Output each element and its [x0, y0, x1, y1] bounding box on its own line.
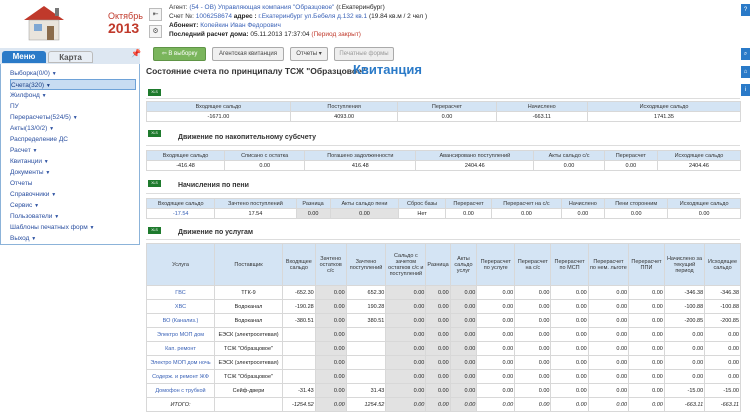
- cell-value: 0.00: [515, 384, 551, 398]
- service-name[interactable]: ХВС: [147, 300, 215, 314]
- cell-value: 0.00: [426, 384, 450, 398]
- cell-value: 190.28: [346, 300, 386, 314]
- cell-value: [346, 356, 386, 370]
- search-icon[interactable]: ⌕: [741, 48, 750, 60]
- cell-value: -652.30: [283, 286, 316, 300]
- tab-map[interactable]: Карта: [48, 51, 93, 63]
- cell-value: [283, 356, 316, 370]
- cell-value: 0.00: [551, 356, 588, 370]
- cell-value: 0.00: [629, 342, 665, 356]
- menu-item-references[interactable]: Справочники ▼: [10, 191, 57, 198]
- cell-value: 0.00: [426, 314, 450, 328]
- menu-item-distribution[interactable]: Распределение ДС: [10, 136, 68, 143]
- cell-value: 0.00: [315, 370, 346, 384]
- table-row: [147, 300, 741, 314]
- menu-item-acts[interactable]: Акты(13/0/2) ▼: [10, 125, 55, 132]
- account-info: Агент: (54 - ОВ) Управляющая компания "Образцовое" (г.Екатеринбург) Счет №: 1006258674 адрес : г.Екатеринбург ул.Бебеля д.132 кв.1 (19.84 кв.м / 2 чел ) Абонент: Копейкин Иван Федорович Последний расчет дома: 05.11.2013 17:37:04 (Период закрыт): [169, 4, 428, 38]
- cell-value: 0.00: [588, 356, 628, 370]
- menu-item-selection[interactable]: Выборка(0/0) ▼: [10, 70, 57, 77]
- cell-value: 0.00: [629, 398, 665, 412]
- cell-value: [346, 370, 386, 384]
- cell-value: -346.38: [664, 286, 704, 300]
- cell-value: 0.00: [315, 356, 346, 370]
- cell-value: 0.00: [588, 370, 628, 384]
- cell-value: 0.00: [551, 328, 588, 342]
- cell-value: 0.00: [629, 384, 665, 398]
- divider: [146, 145, 740, 146]
- cell-value: 0.00: [515, 342, 551, 356]
- savings-table: Входящее сальдо Списано с остатка Погашено задолженности Авансировано поступлений Акты сальдо с/с Перерасчет Исходящее сальдо -416.48 0.00 416.48 2404.46 0.00 0.00 2404.46: [146, 150, 741, 171]
- cell-value: 0.00: [551, 314, 588, 328]
- cell-value: -15.00: [705, 384, 741, 398]
- cell-value: 0.00: [629, 356, 665, 370]
- cell-value: 0.00: [515, 398, 551, 412]
- service-name[interactable]: Кап. ремонт: [147, 342, 215, 356]
- cell-value: 0.00: [450, 356, 477, 370]
- help-icon[interactable]: ?: [741, 4, 750, 16]
- cell-value: [346, 328, 386, 342]
- menu-item-templates[interactable]: Шаблоны печатных форм ▼: [10, 224, 95, 231]
- xls-export-icon[interactable]: XLS: [148, 89, 161, 96]
- menu-item-meters[interactable]: ПУ: [10, 103, 19, 110]
- print-forms-button[interactable]: Печатные формы: [334, 47, 394, 61]
- cell-value: 0.00: [450, 342, 477, 356]
- divider: [146, 239, 740, 240]
- cell-value: 0.00: [551, 398, 588, 412]
- cell-value: 0.00: [426, 300, 450, 314]
- table-row: [147, 328, 741, 342]
- cell-value: -663.11: [664, 398, 704, 412]
- cell-value: 380.51: [346, 314, 386, 328]
- cell-value: 0.00: [588, 342, 628, 356]
- cell-value: 0.00: [450, 300, 477, 314]
- cell-value: 0.00: [515, 300, 551, 314]
- cell-value: -31.43: [283, 384, 316, 398]
- tab-menu[interactable]: Меню: [2, 51, 46, 63]
- services-table: Услуга Поставщик Входящее сальдо Зачтено остатков с/с Зачтено поступлений Сальдо с зачетом остатков с/с и поступлений Разница Акты сальдо услуг Перерасчет по услуге Перерасчет на с/с Перерасчет по МСП Перерасчет по нем. льготе Перерасчет ППИ Начислено за текущий период Исходящее сальдо ГВС ТГК-9 -652.30 0.00 652.30 0.00 0.00 0.00 0.00 0.00 0.00 0.00 0.00 -346.38 -346.38 ХВС Водоканал -190.28 0.00 190.28 0.00 0.00 0.00 0.00 0.00 0.00 0.00 0.00 -100.88 -100.88 ВО (Канализ.) Водоканал -380.51 0.00 380.51 0.00 0.00 0.00 0.00 0.00 0.00 0.00 0.00 -200.85 -200.85 Электро МОП дом ЕЭСК (электросетевая) 0.00 0.00 0.00 0.00 0.00 0.00 0.00 0.00 0.00 0.00 0.00 Кап. ремонт ТСЖ "Образцовое" 0.00 0.00 0.00 0.00 0.00 0.00 0.00 0.00 0.00 0.00 0.00 Электро МОП дом ночь ЕЭСК (электросетевая) 0.00 0.00 0.00 0.00 0.00 0.00 0.00 0.00 0.00 0.00 0.00 Содерж. и ремонт ЖФ ТСЖ "Образцовое" 0.00 0.00 0.00 0.00 0.00 0.00 0.00 0.00 0.00 0.00 0.00 Домофон с трубкой Сейф-двери -31.43 0.00 31.43 0.00 0.00 0.00 0.00 0.00 0.00 0.00 0.00 -15.00 -15.00 ИТОГО: -1254.52 0.00 1254.52 0.00 0.00 0.00 0.00 0.00 0.00 0.00 0.00 -663.11 -663.11: [146, 243, 741, 412]
- cell-value: 0.00: [588, 286, 628, 300]
- supplier-name: [215, 398, 283, 412]
- cell-value: 0.00: [477, 328, 515, 342]
- cell-value: 0.00: [664, 342, 704, 356]
- supplier-name: ТГК-9: [215, 286, 283, 300]
- service-name[interactable]: ВО (Канализ.): [147, 314, 215, 328]
- cell-value: [283, 370, 316, 384]
- cell-value: 0.00: [426, 398, 450, 412]
- cell-value: 0.00: [477, 314, 515, 328]
- cell-value: [283, 342, 316, 356]
- menu-item-documents[interactable]: Документы ▼: [10, 169, 51, 176]
- cell-value: 0.00: [315, 398, 346, 412]
- table-row: [147, 370, 741, 384]
- cell-value: 0.00: [551, 370, 588, 384]
- cell-value: 0.00: [315, 314, 346, 328]
- cell-value: 0.00: [477, 286, 515, 300]
- page-title: Состояние счета по принципалу ТСЖ "Образцовое".: [146, 66, 369, 76]
- cell-value: 0.00: [450, 286, 477, 300]
- service-name[interactable]: ГВС: [147, 286, 215, 300]
- cell-value: 0.00: [515, 314, 551, 328]
- supplier-name: ТСЖ "Образцовое": [215, 370, 283, 384]
- cell-value: 1254.52: [346, 398, 386, 412]
- current-month: Октябрь: [108, 11, 143, 21]
- pin-icon[interactable]: 📌: [131, 49, 141, 58]
- cell-value: -380.51: [283, 314, 316, 328]
- cell-value: -190.28: [283, 300, 316, 314]
- reports-button[interactable]: Отчеты ▾: [290, 47, 328, 61]
- cell-value: 0.00: [629, 314, 665, 328]
- cell-value: 0.00: [588, 328, 628, 342]
- summary-table: Входящее сальдо Поступления Перерасчет Начислено Исходящее сальдо -1671.00 4093.00 0.00 -663.11 1741.35: [146, 101, 741, 122]
- cell-value: 0.00: [588, 384, 628, 398]
- supplier-name: Сейф-двери: [215, 384, 283, 398]
- cell-value: -200.85: [705, 314, 741, 328]
- home-icon[interactable]: ⌂: [741, 66, 750, 78]
- cell-value: -15.00: [664, 384, 704, 398]
- gear-icon[interactable]: ⚙: [149, 25, 162, 38]
- menu-item-housing[interactable]: Жилфонд ▼: [10, 92, 47, 99]
- service-name[interactable]: Домофон с трубкой: [147, 384, 215, 398]
- cell-value: 0.00: [664, 328, 704, 342]
- cell-value: -346.38: [705, 286, 741, 300]
- cell-value: 0.00: [315, 328, 346, 342]
- cell-value: 0.00: [450, 384, 477, 398]
- table-row: [147, 314, 741, 328]
- agent-link[interactable]: (54 - ОВ) Управляющая компания "Образцовое": [189, 4, 335, 11]
- cell-value: 0.00: [515, 370, 551, 384]
- service-name[interactable]: Электро МОП дом ночь: [147, 356, 215, 370]
- cell-value: 0.00: [477, 300, 515, 314]
- xls-export-icon[interactable]: XLS: [148, 130, 161, 137]
- cell-value: 0.00: [386, 384, 426, 398]
- cell-value: 0.00: [450, 328, 477, 342]
- current-year: 2013: [108, 20, 140, 36]
- divider: [146, 98, 740, 99]
- menu-item-recalcs[interactable]: Перерасчеты(524/5) ▼: [10, 114, 78, 121]
- cell-value: 0.00: [386, 356, 426, 370]
- cell-value: 0.00: [629, 328, 665, 342]
- cell-value: 0.00: [477, 384, 515, 398]
- cell-value: 0.00: [426, 370, 450, 384]
- penalty-link[interactable]: -17.54: [147, 209, 215, 219]
- menu-item-accounts[interactable]: Счета(320) ▼: [10, 79, 136, 90]
- cell-value: 0.00: [477, 356, 515, 370]
- cell-value: 0.00: [315, 286, 346, 300]
- cell-value: 0.00: [426, 286, 450, 300]
- supplier-name: ТСЖ "Образцовое": [215, 342, 283, 356]
- cell-value: 0.00: [705, 328, 741, 342]
- cell-value: 0.00: [386, 342, 426, 356]
- cell-value: 0.00: [664, 370, 704, 384]
- cell-value: 0.00: [515, 356, 551, 370]
- cell-value: -663.11: [705, 398, 741, 412]
- cell-value: -1254.52: [283, 398, 316, 412]
- cell-value: 0.00: [551, 286, 588, 300]
- cell-value: 0.00: [664, 356, 704, 370]
- supplier-name: Водоканал: [215, 300, 283, 314]
- cell-value: 0.00: [515, 328, 551, 342]
- cell-value: 0.00: [705, 356, 741, 370]
- cell-value: [346, 342, 386, 356]
- cell-value: 0.00: [477, 342, 515, 356]
- cell-value: 652.30: [346, 286, 386, 300]
- supplier-name: ЕЭСК (электросетевая): [215, 356, 283, 370]
- cell-value: 0.00: [386, 328, 426, 342]
- cell-value: 0.00: [515, 286, 551, 300]
- cell-value: 0.00: [551, 384, 588, 398]
- account-link[interactable]: 1006258674: [195, 13, 232, 20]
- menu-item-receipts[interactable]: Квитанции ▼: [10, 158, 49, 165]
- penalty-table: Входящее сальдо Зачтено поступлений Разница Акты сальдо пени Сброс базы Перерасчет Перерасчет на с/с Начислено Пени сторонним Исходящее сальдо -17.54 17.54 0.00 0.00 Нет 0.00 0.00 0.00 0.00 0.00: [146, 198, 741, 219]
- cell-value: 0.00: [588, 300, 628, 314]
- savings-title: Движение по накопительному субсчету: [178, 134, 317, 141]
- menu-item-calc[interactable]: Расчет ▼: [10, 147, 38, 154]
- cell-value: -100.88: [664, 300, 704, 314]
- xls-export-icon[interactable]: XLS: [148, 227, 161, 234]
- table-row: [147, 286, 741, 300]
- cell-value: 0.00: [450, 398, 477, 412]
- cell-value: 0.00: [551, 300, 588, 314]
- cell-value: 0.00: [386, 314, 426, 328]
- table-row: [147, 356, 741, 370]
- cell-value: 0.00: [477, 398, 515, 412]
- cell-value: 0.00: [477, 370, 515, 384]
- cell-value: 0.00: [588, 314, 628, 328]
- menu-item-reports[interactable]: Отчеты: [10, 180, 33, 187]
- service-name: ИТОГО:: [147, 398, 215, 412]
- menu-item-service[interactable]: Сервис ▼: [10, 202, 40, 209]
- cell-value: 0.00: [315, 384, 346, 398]
- cell-value: 0.00: [450, 370, 477, 384]
- cell-value: 0.00: [315, 342, 346, 356]
- cell-value: -100.88: [705, 300, 741, 314]
- cell-value: 0.00: [315, 300, 346, 314]
- main-menu: [10, 68, 136, 244]
- cell-value: 0.00: [386, 398, 426, 412]
- divider: [146, 193, 740, 194]
- xls-export-icon[interactable]: XLS: [148, 180, 161, 187]
- supplier-name: Водоканал: [215, 314, 283, 328]
- supplier-name: ЕЭСК (электросетевая): [215, 328, 283, 342]
- service-name[interactable]: Электро МОП дом: [147, 328, 215, 342]
- cell-value: -200.85: [664, 314, 704, 328]
- cell-value: 0.00: [386, 370, 426, 384]
- cell-value: 0.00: [629, 370, 665, 384]
- cell-value: 0.00: [450, 314, 477, 328]
- agent-receipt-button[interactable]: Агентская квитанция: [212, 47, 284, 61]
- table-row: [147, 342, 741, 356]
- services-title: Движение по услугам: [178, 229, 254, 236]
- cell-value: 0.00: [426, 328, 450, 342]
- cell-value: 0.00: [588, 398, 628, 412]
- cell-value: 31.43: [346, 384, 386, 398]
- back-to-selection-button[interactable]: ⇦ В выборку: [153, 47, 206, 61]
- cell-value: 0.00: [386, 286, 426, 300]
- total-row: [147, 398, 741, 412]
- menu-item-users[interactable]: Пользователи ▼: [10, 213, 60, 220]
- cell-value: 0.00: [705, 342, 741, 356]
- subscriber-link[interactable]: Копейкин Иван Федорович: [200, 22, 281, 29]
- cell-value: 0.00: [629, 286, 665, 300]
- cell-value: 0.00: [426, 356, 450, 370]
- cell-value: [283, 328, 316, 342]
- service-name[interactable]: Содерж. и ремонт ЖФ: [147, 370, 215, 384]
- cell-value: 0.00: [426, 342, 450, 356]
- cell-value: 0.00: [629, 300, 665, 314]
- collapse-icon[interactable]: ⇤: [149, 8, 162, 21]
- cell-value: 0.00: [551, 342, 588, 356]
- receipt-link[interactable]: Квитанция: [353, 62, 422, 77]
- table-row: [147, 384, 741, 398]
- cell-value: 0.00: [386, 300, 426, 314]
- cell-value: 0.00: [705, 370, 741, 384]
- penalty-title: Начисления по пени: [178, 182, 249, 189]
- menu-item-exit[interactable]: Выход ▼: [10, 235, 37, 242]
- info-icon[interactable]: i: [741, 84, 750, 96]
